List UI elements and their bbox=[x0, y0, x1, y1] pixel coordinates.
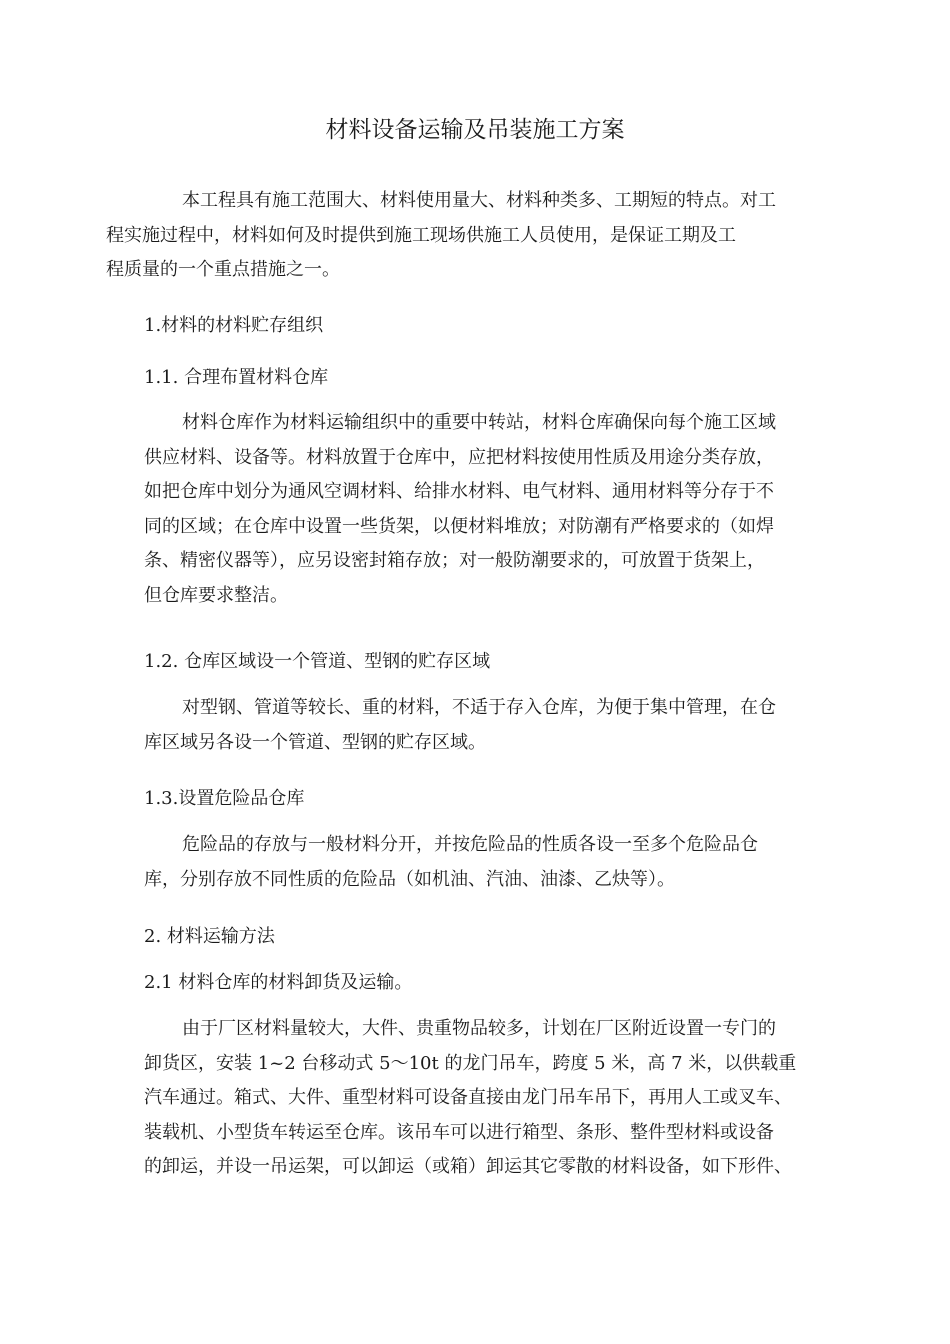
section-heading-1: 1.材料的材料贮存组织 bbox=[144, 315, 324, 336]
paragraph-line: 库，分别存放不同性质的危险品（如机油、汽油、油漆、乙炔等）。 bbox=[144, 868, 675, 890]
paragraph-line: 危险品的存放与一般材料分开，并按危险品的性质各设一至多个危险品仓 bbox=[182, 834, 758, 855]
section-heading-2: 2. 材料运输方法 bbox=[144, 926, 275, 947]
paragraph-line: 同的区域；在仓库中设置一些货架，以便材料堆放；对防潮有严格要求的（如焊 bbox=[144, 515, 774, 537]
section-heading-1-3: 1.3.设置危险品仓库 bbox=[144, 788, 305, 809]
section-heading-2-1: 2.1 材料仓库的材料卸货及运输。 bbox=[144, 972, 413, 993]
paragraph-line: 汽车通过。箱式、大件、重型材料可设备直接由龙门吊车吊下，再用人工或叉车、 bbox=[144, 1087, 792, 1108]
paragraph-line: 对型钢、管道等较长、重的材料，不适于存入仓库，为便于集中管理，在仓 bbox=[182, 697, 776, 718]
paragraph-line: 库区域另各设一个管道、型钢的贮存区域。 bbox=[144, 731, 486, 753]
section-heading-1-1: 1.1. 合理布置材料仓库 bbox=[144, 367, 329, 388]
paragraph-line: 的卸运，并设一吊运架，可以卸运（或箱）卸运其它零散的材料设备，如下形件、 bbox=[144, 1156, 792, 1177]
section-heading-1-2: 1.2. 仓库区域设一个管道、型钢的贮存区域 bbox=[144, 651, 491, 672]
paragraph-line: 但仓库要求整洁。 bbox=[144, 584, 288, 606]
paragraph-line: 卸货区，安装 1~2 台移动式 5～10t 的龙门吊车，跨度 5 米，高 7 米，以供载重 bbox=[144, 1052, 797, 1074]
intro-line: 本工程具有施工范围大、材料使用量大、材料种类多、工期短的特点。对工 bbox=[182, 190, 776, 211]
paragraph-2-1 bbox=[144, 1012, 814, 1185]
paragraph-line: 由于厂区材料量较大，大件、贵重物品较多，计划在厂区附近设置一专门的 bbox=[182, 1018, 776, 1039]
intro-paragraph bbox=[106, 184, 814, 288]
paragraph-1-1 bbox=[144, 406, 814, 613]
paragraph-line: 材料仓库作为材料运输组织中的重要中转站，材料仓库确保向每个施工区域 bbox=[182, 412, 776, 433]
paragraph-1-3 bbox=[144, 828, 814, 897]
intro-line: 程质量的一个重点措施之一。 bbox=[106, 259, 340, 280]
paragraph-line: 如把仓库中划分为通风空调材料、给排水材料、电气材料、通用材料等分存于不 bbox=[144, 481, 774, 502]
paragraph-line: 条、精密仪器等），应另设密封箱存放；对一般防潮要求的，可放置于货架上， bbox=[144, 550, 765, 571]
document-title: 材料设备运输及吊装施工方案 bbox=[325, 117, 625, 143]
paragraph-line: 供应材料、设备等。材料放置于仓库中，应把材料按使用性质及用途分类存放， bbox=[144, 446, 774, 468]
intro-line: 程实施过程中，材料如何及时提供到施工现场供施工人员使用，是保证工期及工 bbox=[106, 224, 736, 246]
paragraph-1-2 bbox=[144, 691, 814, 760]
paragraph-line: 装载机、小型货车转运至仓库。该吊车可以进行箱型、条形、整件型材料或设备 bbox=[144, 1121, 774, 1143]
